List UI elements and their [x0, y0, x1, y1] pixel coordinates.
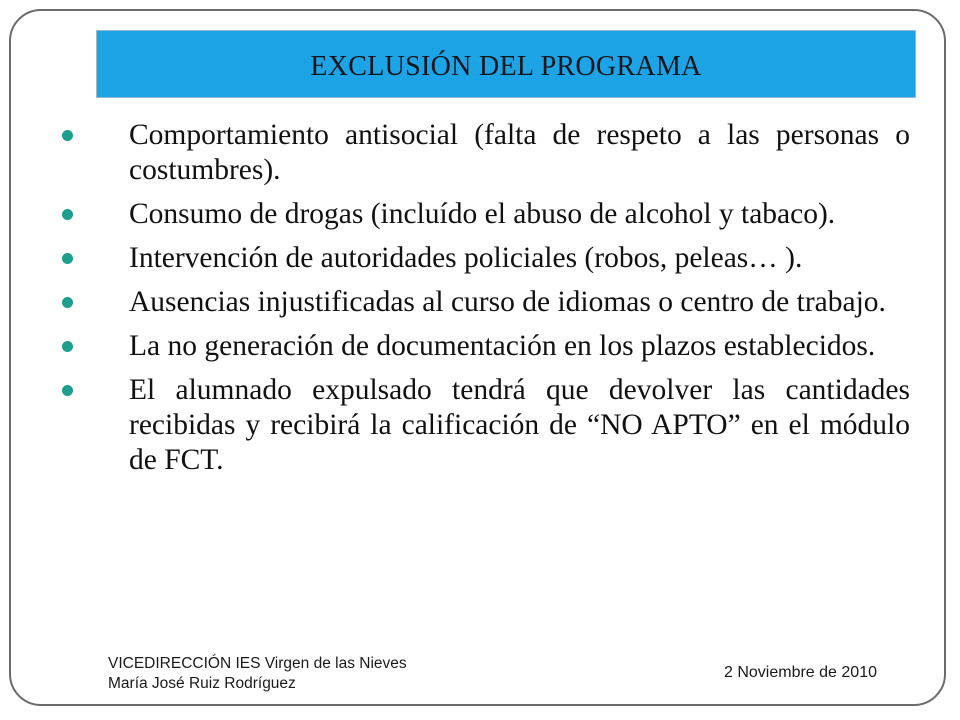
bullet-item-drogas [62, 197, 910, 232]
bullet-dot-icon [62, 385, 73, 396]
footer-date: 2 Noviembre de 2010 [724, 664, 877, 681]
footer-author [108, 654, 407, 694]
bullet-dot-icon [62, 341, 73, 352]
bullet-text: Ausencias injustificadas al curso de idiomas o centro de trabajo. [129, 286, 886, 318]
title-bar [96, 30, 916, 98]
bullet-text: La no generación de documentación en los plazos establecidos. [129, 330, 876, 362]
bullet-item-documentacion [62, 329, 910, 364]
bullet-text: Consumo de drogas (incluído el abuso de alcohol y tabaco). [129, 198, 836, 230]
bullet-dot-icon [62, 130, 73, 141]
bullet-text: Comportamiento antisocial (falta de respeto a las personas o costumbres). [129, 119, 910, 186]
bullet-text: Intervención de autoridades policiales (robos, peleas… ). [129, 242, 803, 274]
bullet-dot-icon [62, 209, 73, 220]
slide-title: EXCLUSIÓN DEL PROGRAMA [310, 51, 702, 82]
bullet-item-autoridades [62, 241, 910, 276]
bullet-text: El alumnado expulsado tendrá que devolver las cantidades recibidas y recibirá la calificación de “NO APTO” en el módulo de FCT. [129, 374, 910, 476]
bullet-dot-icon [62, 297, 73, 308]
footer-line-department: VICEDIRECCIÓN IES Virgen de las Nieves [108, 655, 407, 672]
bullet-item-antisocial [62, 118, 910, 188]
bullet-list [62, 118, 910, 487]
footer-line-author: María José Ruiz Rodríguez [108, 675, 296, 692]
bullet-dot-icon [62, 253, 73, 264]
bullet-item-expulsion [62, 373, 910, 478]
bullet-item-ausencias [62, 285, 910, 320]
